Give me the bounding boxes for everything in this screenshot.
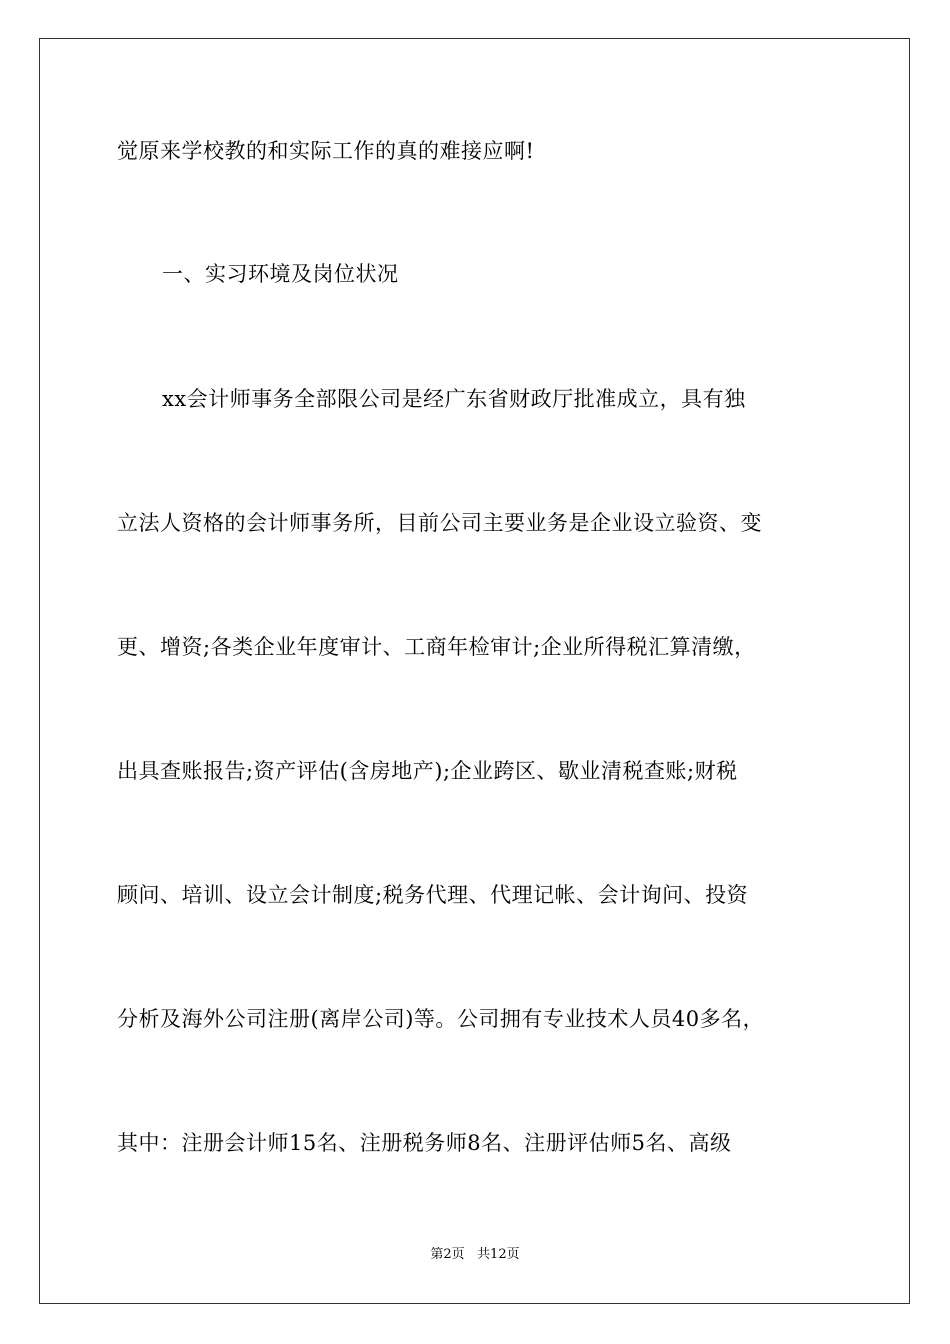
text-line-7: 顾问、培训、设立会计制度;税务代理、代理记帐、会计询问、投资	[117, 883, 749, 907]
text-line-4: 立法人资格的会计师事务所，目前公司主要业务是企业设立验资、变	[117, 511, 762, 535]
text-line-1: 觉原来学校教的和实际工作的真的难接应啊!	[117, 139, 535, 163]
section-heading: 一、实习环境及岗位状况	[162, 262, 399, 286]
text-line-6: 出具查账报告;资产评估(含房地产);企业跨区、歇业清税查账;财税	[117, 759, 738, 783]
page-number: 第2页 共12页	[430, 1247, 520, 1262]
text-line-8: 分析及海外公司注册(离岸公司)等。公司拥有专业技术人员40多名，	[117, 1007, 765, 1031]
text-line-3: xx会计师事务全部限公司是经广东省财政厅批准成立，具有独	[162, 387, 746, 411]
text-line-9: 其中：注册会计师15名、注册税务师8名、注册评估师5名、高级	[117, 1131, 732, 1155]
page-frame	[39, 38, 910, 1304]
text-line-5: 更、增资;各类企业年度审计、工商年检审计;企业所得税汇算清缴，	[117, 635, 756, 659]
